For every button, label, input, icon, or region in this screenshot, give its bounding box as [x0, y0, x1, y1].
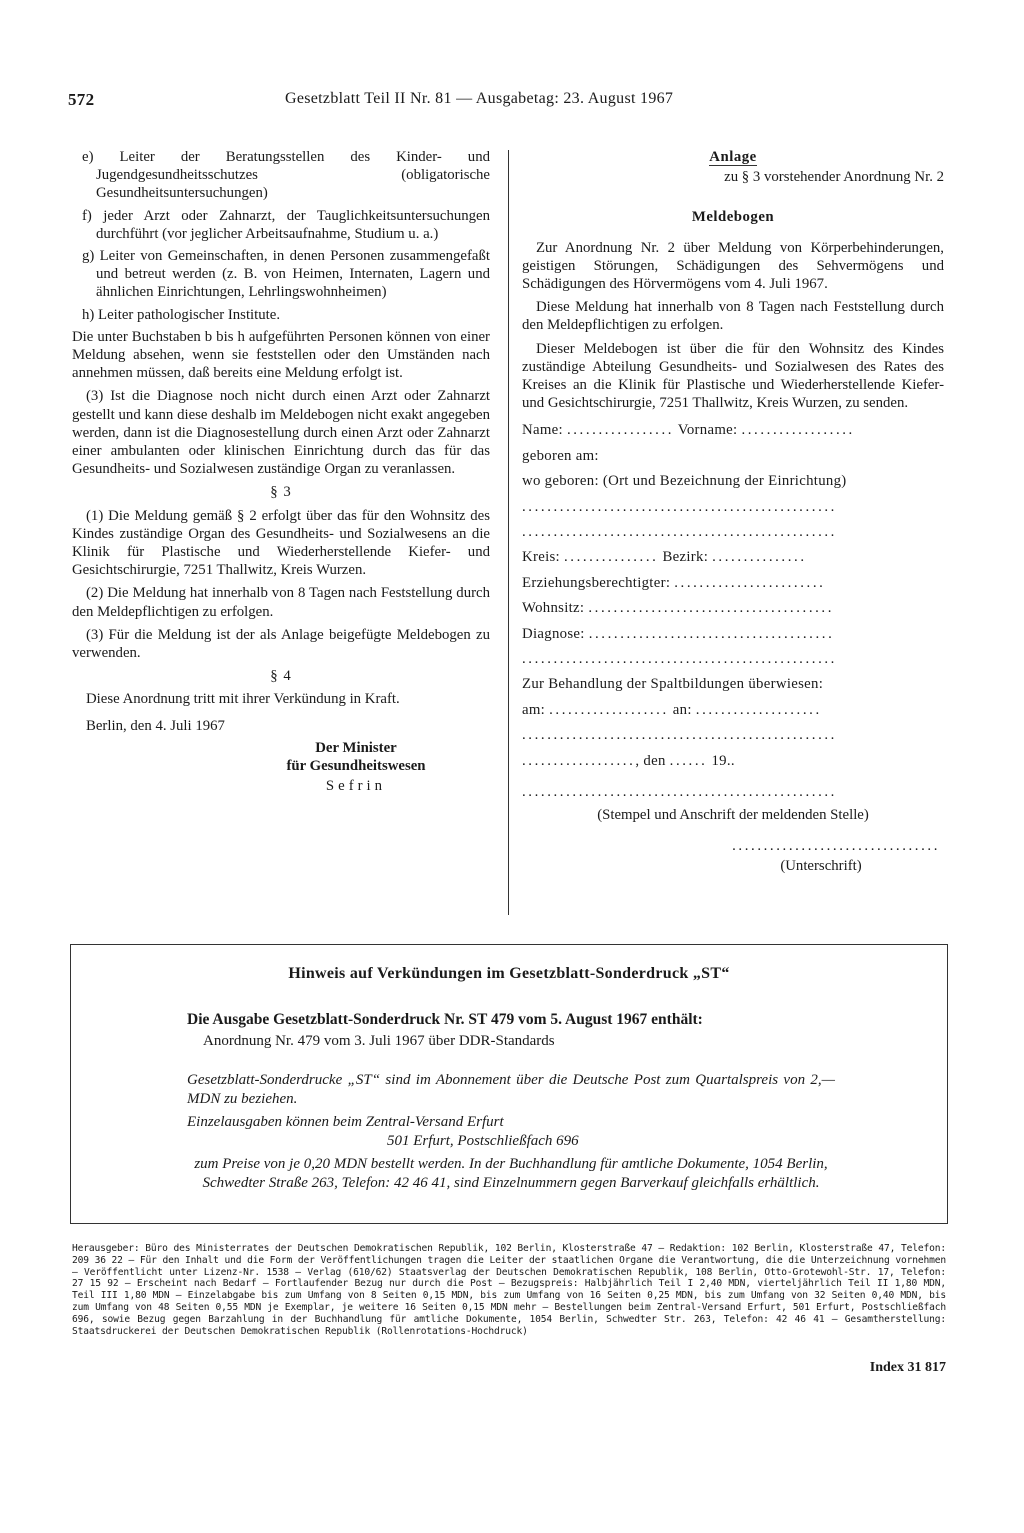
- vorname-label: Vorname:: [677, 422, 738, 439]
- annex-title: [522, 148, 944, 166]
- form-title: Meldebogen: [691, 209, 775, 226]
- guardian-field[interactable]: ........................: [674, 574, 826, 591]
- form-line-referral: [522, 672, 944, 697]
- annex-subtitle: zu § 3 vorstehender Anordnung Nr. 2: [724, 169, 944, 186]
- exemption-paragraph: Die unter Buchstaben b bis h aufgeführten Personen können von einer Meldung absehen, wenn sie feststellen oder den Umständen nach annehmen müssen, daß bereits eine Meldung erfolgt ist.: [72, 328, 490, 382]
- form-line-diagnosis: [522, 622, 944, 647]
- form-intro-paragraph: Zur Anordnung Nr. 2 über Meldung von Körperbehinderungen, geistigen Störungen, Schädigungen des Sehvermögens und Schädigungen des Hörvermögens vom 4. Juli 1967.: [522, 239, 944, 293]
- date-line: Berlin, den 4. Juli 1967: [86, 717, 225, 734]
- kreis-label: Kreis:: [522, 549, 560, 566]
- signatory-title-2: für Gesundheitswesen: [286, 757, 426, 774]
- notice-single-issues-text: Einzelausgaben können beim Zentral-Versand Erfurt: [187, 1114, 504, 1130]
- birthplace-field-1[interactable]: ..................................................: [522, 498, 837, 515]
- form-line-name: [522, 418, 944, 443]
- name-label: Name:: [522, 422, 563, 439]
- list-item-g: g) Leiter von Gemeinschaften, in denen Personen zusammengefaßt und betreut werden (z. B. von Heimen, Internaten, Lagern und ähnlichen Einrichtungen, Lehrlingswohnheimen): [82, 248, 490, 301]
- notice-subscription-text: Gesetzblatt-Sonderdrucke „ST“ sind im Abonnement über die Deutsche Post zum Quartalspreis von 2,— MDN zu beziehen.: [187, 1072, 835, 1107]
- notice-issue-content: Anordnung Nr. 479 vom 3. Juli 1967 über DDR-Standards: [203, 1033, 555, 1049]
- form-line-district: [522, 545, 944, 570]
- paragraph-3-diagnosis: (3) Ist die Diagnose noch nicht durch einen Arzt oder Zahnarzt gestellt und kann diese deshalb im Meldebogen nicht exakt angegeben werden, dann ist die Diagnosestellung durch einen Arzt oder Zahnarzt einer ambulanten oder klinischen Einrichtung durch das für das Gesundheits- und Sozialwesen zuständige Organ zu veranlassen.: [72, 388, 490, 478]
- form-deadline-paragraph: Diese Meldung hat innerhalb von 8 Tagen nach Feststellung durch den Meldepflichtigen zu erfolgen.: [522, 299, 944, 334]
- wo-geboren-label: wo geboren: (Ort und Bezeichnung der Einrichtung): [522, 473, 847, 490]
- page-header: [68, 90, 948, 114]
- diagnose-label: Diagnose:: [522, 625, 585, 642]
- stamp-caption: (Stempel und Anschrift der meldenden Stelle): [597, 807, 869, 824]
- den-label: , den: [635, 752, 666, 769]
- column-divider: [508, 150, 509, 915]
- signature-caption: (Unterschrift): [780, 857, 862, 874]
- bezirk-label: Bezirk:: [662, 549, 709, 566]
- signatory-title-1: Der Minister: [315, 739, 397, 756]
- notice-issue: Die Ausgabe Gesetzblatt-Sonderdruck Nr. ST 479 vom 5. August 1967 enthält:: [187, 1011, 703, 1028]
- year-label: 19..: [711, 752, 735, 769]
- list-item-f: f) jeder Arzt oder Zahnarzt, der Tauglichkeitsuntersuchungen durchführt (vor jeglicher Arbeitsaufnahme, Studium u. a.): [82, 207, 490, 242]
- day-field[interactable]: ......: [669, 752, 708, 769]
- right-column: [522, 148, 944, 876]
- vorname-field[interactable]: ..................: [741, 422, 855, 439]
- form-line-birthdate: [522, 444, 944, 469]
- index-number: Index 31 817: [869, 1360, 946, 1375]
- section-3-paragraph-1: (1) Die Meldung gemäß § 2 erfolgt über das für den Wohnsitz des Kindes zuständige Organ des Gesundheits- und Sozialwesens an die Klinik für Plastische und Wiederherstellende Kiefer- und Gesichtschirurgie, 7251 Thallwitz, Kreis Wurzen.: [72, 507, 490, 579]
- annex-title-text: Anlage: [709, 149, 757, 165]
- signature-field[interactable]: .................................: [732, 838, 940, 855]
- kreis-field[interactable]: ...............: [563, 549, 659, 566]
- imprint: Herausgeber: Büro des Ministerrates der Deutschen Demokratischen Republik, 102 Berlin, Klosterstraße 47 — Redaktion: 102 Berlin, Klosterstraße 47, Telefon: 209 36 22 — Für den Inhalt und die Form der Veröffentlichungen tragen die Leiter der staatlichen Organe die Verantwortung, die die Unterzeichnung vornehmen — Veröffentlicht unter Lizenz-Nr. 1538 — Verlag (610/62) Staatsverlag der Deutschen Demokratischen Republik, 108 Berlin, Otto-Grotewohl-Str. 17, Telefon: 27 15 92 — Erscheint nach Bedarf — Fortlaufender Bezug nur durch die Post — Bezugspreis: Halbjährlich Teil I 2,40 MDN, vierteljährlich Teil II 1,80 MDN, Teil III 1,80 MDN — Einzelabgabe bis zum Umfang von 8 Seiten 0,15 MDN, bis zum Umfang von 16 Seiten 0,25 MDN, bis zum Umfang von 32 Seiten 0,40 MDN, bis zum Umfang von 48 Seiten 0,55 MDN je Exemplar, je weitere 16 Seiten 0,15 MDN mehr — Bestellungen beim Zentral-Versand Erfurt, 501 Erfurt, Postschließfach 696, sowie Bezug gegen Barzahlung in der Buchhandlung für amtliche Dokumente, 1054 Berlin, Schwedter Str. 263, Telefon: 42 46 41 — Gesamtherstellung: Staatsdruckerei der Deutschen Demokratischen Republik (Rollenrotations-Hochdruck): [72, 1243, 946, 1337]
- section-4-heading: § 4: [270, 668, 292, 685]
- an-label: an:: [672, 701, 692, 718]
- place-field[interactable]: ..................: [522, 752, 636, 769]
- form-line-guardian: [522, 571, 944, 596]
- stamp-field[interactable]: ..................................................: [522, 783, 837, 800]
- bezirk-field[interactable]: ...............: [712, 549, 807, 566]
- form-line-birthplace: [522, 469, 944, 494]
- diagnose-field[interactable]: .......................................: [588, 625, 835, 642]
- form-line-place-date: [522, 749, 944, 774]
- form-routing-paragraph: Dieser Meldebogen ist über die für den Wohnsitz des Kindes zuständige Abteilung Gesundheits- und Sozialwesen des Rates des Kreises an die Klinik für Plastische und Wiederherstellende Kiefer- und Gesichtschirurgie, 7251 Thallwitz, Kreis Wurzen, zu senden.: [522, 340, 944, 412]
- list-item-h: h) Leiter pathologischer Institute.: [82, 306, 281, 323]
- referral-field-2[interactable]: ..................................................: [522, 727, 837, 744]
- section-4-paragraph: Diese Anordnung tritt mit ihrer Verkündung in Kraft.: [86, 691, 400, 708]
- left-column: [72, 148, 490, 795]
- notice-price-text: zum Preise von je 0,20 MDN bestellt werden. In der Buchhandlung für amtliche Dokumente, 1054 Berlin, Schwedter Straße 263, Telefon: 42 46 41, sind Einzelnummern gegen Barverkauf gleichfalls erhältlich.: [194, 1156, 828, 1191]
- signatory-name: Sefrin: [325, 777, 387, 794]
- list-item-e: e) Leiter der Beratungsstellen des Kinder- und Jugendgesundheitsschutzes (obligatorische Gesundheitsuntersuchungen): [82, 149, 490, 202]
- am-field[interactable]: ...................: [549, 701, 669, 718]
- diagnosis-field-2[interactable]: ..................................................: [522, 650, 837, 667]
- wohnsitz-label: Wohnsitz:: [522, 600, 585, 617]
- section-3-paragraph-2: (2) Die Meldung hat innerhalb von 8 Tagen nach Feststellung durch den Meldepflichtigen zu erfolgen.: [72, 585, 490, 620]
- notice-box: [70, 944, 948, 1224]
- referral-label: Zur Behandlung der Spaltbildungen überwiesen:: [522, 676, 824, 693]
- wohnsitz-field[interactable]: .......................................: [588, 600, 835, 617]
- page-number: 572: [68, 90, 95, 109]
- guardian-label: Erziehungsberechtigter:: [522, 574, 671, 591]
- section-3-heading: § 3: [270, 484, 292, 501]
- notice-title: Hinweis auf Verkündungen im Gesetzblatt-Sonderdruck „ST“: [288, 965, 730, 982]
- am-label: am:: [522, 701, 546, 718]
- name-field[interactable]: .................: [566, 422, 675, 439]
- form-line-referral-date: [522, 698, 944, 723]
- gazette-title: Gesetzblatt Teil II Nr. 81 — Ausgabetag: 23. August 1967: [285, 90, 674, 107]
- an-field[interactable]: ....................: [695, 701, 822, 718]
- section-3-paragraph-3: (3) Für die Meldung ist der als Anlage beigefügte Meldebogen zu verwenden.: [72, 626, 490, 662]
- form-line-residence: [522, 596, 944, 621]
- notice-address-text: 501 Erfurt, Postschließfach 696: [387, 1133, 579, 1149]
- birthplace-field-2[interactable]: ..................................................: [522, 524, 837, 540]
- geboren-am-label: geboren am:: [522, 447, 599, 464]
